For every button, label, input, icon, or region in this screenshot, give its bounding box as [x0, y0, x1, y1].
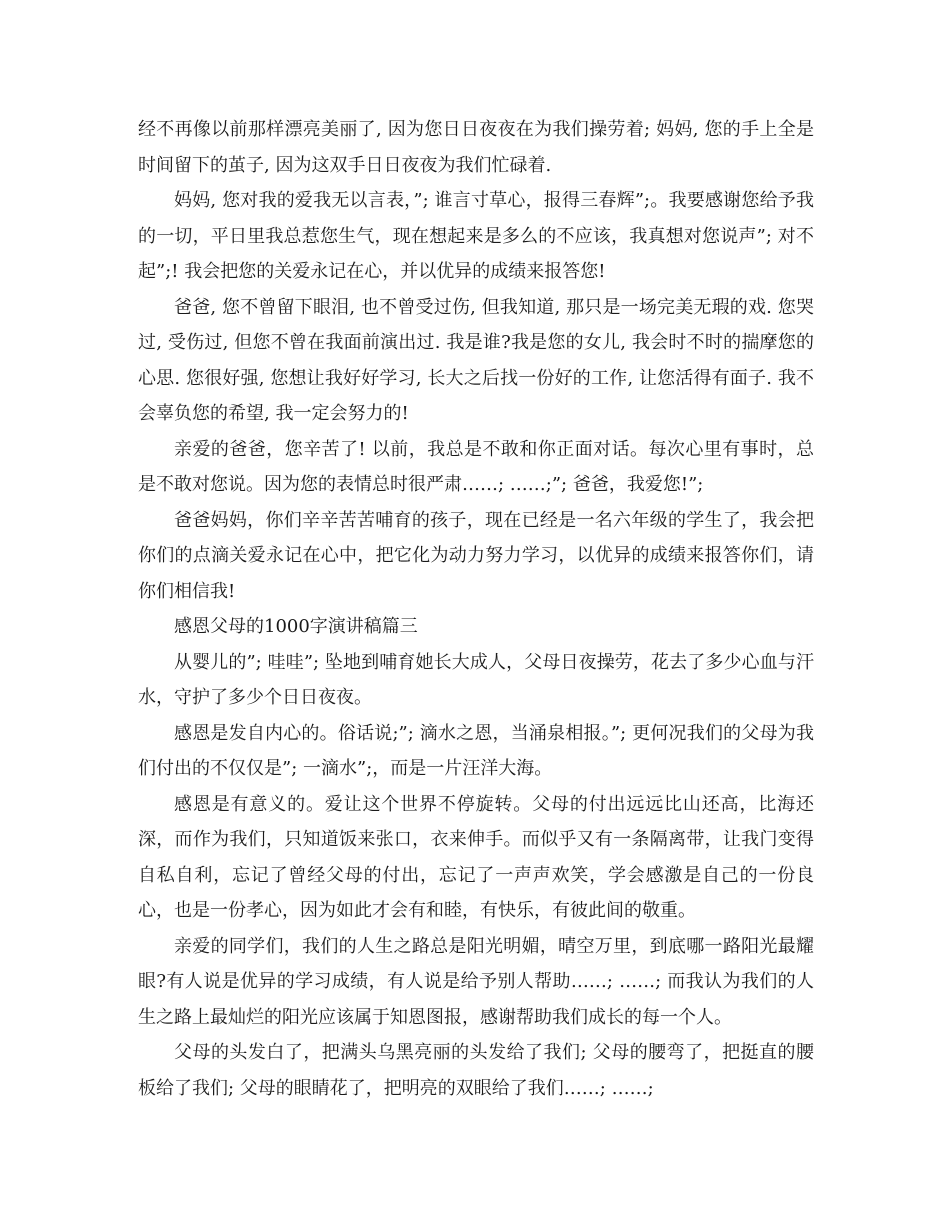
- paragraph-9: 感恩是有意义的。爱让这个世界不停旋转。父母的付出远远比山还高，比海还深，而作为我们，只知道饭来张口，衣来伸手。而似乎又有一条隔离带，让我门变得自私自利，忘记了曾经父母的付出，忘记了一声声欢笑，学会感激是自己的一份良心，也是一份孝心，因为如此才会有和睦，有快乐，有彼此间的敬重。: [138, 793, 814, 921]
- paragraph-10: 亲爱的同学们，我们的人生之路总是阳光明媚，晴空万里，到底哪一路阳光最耀眼?有人说是优异的学习成绩，有人说是给予别人帮助……; ……; 而我认为我们的人生之路上最灿烂的阳光应该属于知恩图报，感谢帮助我们成长的每一个人。: [138, 935, 814, 1028]
- paragraph-11: 父母的头发白了，把满头乌黑亮丽的头发给了我们; 父母的腰弯了，把挺直的腰板给了我们; 父母的眼睛花了，把明亮的双眼给了我们……; ……;: [138, 1042, 814, 1099]
- paragraph-2: 妈妈, 您对我的爱我无以言表，”; 谁言寸草心，报得三春辉”;。我要感谢您给予我的一切，平日里我总惹您生气，现在想起来是多么的不应该，我真想对您说声”; 对不起”;! 我会把您的关爱永记在心，并以优异的成绩来报答您!: [138, 190, 815, 282]
- paragraph-8: 感恩是发自内心的。俗话说;”; 滴水之恩，当涌泉相报。”; 更何况我们的父母为我们付出的不仅仅是”; 一滴水”;，而是一片汪洋大海。: [138, 722, 814, 779]
- section-heading: 感恩父母的1000字演讲稿篇三: [174, 616, 418, 637]
- paragraph-5: 爸爸妈妈，你们辛辛苦苦哺育的孩子，现在已经是一名六年级的学生了，我会把你们的点滴关爱永记在心中，把它化为动力努力学习，以优异的成绩来报答你们，请你们相信我!: [138, 509, 814, 602]
- paragraph-3: 爸爸, 您不曾留下眼泪, 也不曾受过伤, 但我知道, 那只是一场完美无瑕的戏. 您哭过, 受伤过, 但您不曾在我面前演出过. 我是谁?我是您的女儿, 我会时不时的揣摩您的心思. 您很好强, 您想让我好好学习, 长大之后找一份好的工作, 让您活得有面子. 我不会辜负您的希望, 我一定会努力的!: [138, 296, 814, 424]
- paragraph-7: 从婴儿的”; 哇哇”; 坠地到哺育她长大成人，父母日夜操劳，花去了多少心血与汗水，守护了多少个日日夜夜。: [138, 651, 814, 708]
- document-body: [138, 112, 814, 1106]
- paragraph-4: 亲爱的爸爸，您辛苦了! 以前，我总是不敢和你正面对话。每次心里有事时，总是不敢对您说。因为您的表情总时很严肃……; ……;”; 爸爸，我爱您!”;: [138, 438, 814, 495]
- paragraph-1: 经不再像以前那样漂亮美丽了, 因为您日日夜夜在为我们操劳着; 妈妈, 您的手上全是时间留下的茧子, 因为这双手日日夜夜为我们忙碌着.: [138, 119, 814, 176]
